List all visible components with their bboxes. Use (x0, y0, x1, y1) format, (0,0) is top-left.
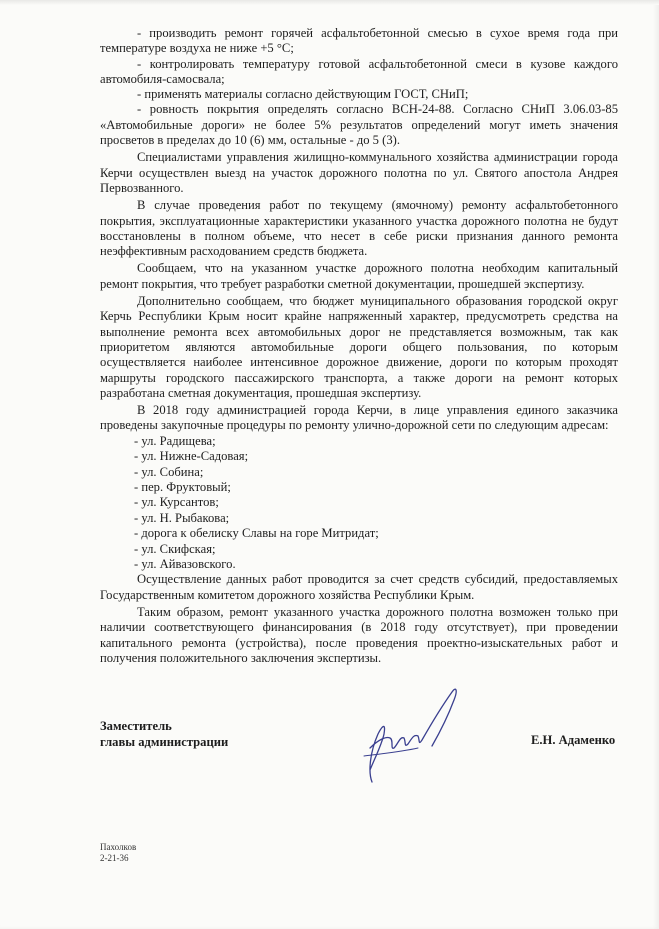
letter-body (100, 26, 618, 666)
paragraph-procurement: В 2018 году администрацией города Керчи, в лице управления единого заказчика проведены закупочные процедуры по ремонту улично-дорожной сети по следующим адресам: (100, 403, 618, 433)
address-item: - ул. Собина; (134, 464, 204, 479)
executor-note (100, 842, 136, 864)
address-item: - ул. Скифская; (134, 541, 216, 556)
address-item: - ул. Радищева; (134, 433, 216, 448)
paragraph-inspection: Специалистами управления жилищно-коммунального хозяйства администрации города Керчи осуществлен выезд на участок дорожного полотна по ул. Святого апостола Андрея Первозванного. (100, 150, 618, 195)
paragraph-risk: В случае проведения работ по текущему (ямочному) ремонту асфальтобетонного покрытия, эксплуатационные характеристики указанного участка дорожного полотна не будут восстановлены в полном объеме, что несет в себе риски признания данного ремонта неэффективным расходованием средств бюджета. (100, 198, 618, 259)
scan-edge (0, 0, 659, 5)
signatory-title (100, 718, 228, 750)
signatory-name: Е.Н. Адаменко (531, 733, 616, 747)
executor-name: Пахолков (100, 842, 137, 852)
address-item: - ул. Айвазовского. (134, 556, 236, 571)
address-list (134, 434, 618, 573)
paragraph-conclusion: Таким образом, ремонт указанного участка дорожного полотна возможен только при наличии соответствующего финансирования (в 2018 году отсутствует), при проведении капитального ремонта (устройства), после проведения проектно-изыскательных работ и получения положительного заключения экспертизы. (100, 604, 618, 665)
address-item: - пер. Фруктовый; (134, 479, 231, 494)
executor-phone: 2-21-36 (100, 853, 129, 863)
address-item: - ул. Курсантов; (134, 495, 219, 510)
paragraph-budget: Дополнительно сообщаем, что бюджет муниципального образования городской округ Керчь Республики Крым носит крайне напряженный характер, предусмотреть средства на выполнение ремонта всех автомобильных дорог не представляется возможным, так как приоритетом являются автомобильные дороги общего пользования, по которым осуществляется наиболее интенсивное дорожное движение, дороги по которым проходят маршруты городского пассажирского транспорта, а также дороги на ремонт которых разработана сметная документация, прошедшая экспертизу. (100, 294, 618, 400)
requirement-item: - производить ремонт горячей асфальтобетонной смесью в сухое время года при температуре воздуха не ниже +5 °С; (100, 26, 618, 56)
paragraph-capital-repair: Сообщаем, что на указанном участке дорожного полотна необходим капитальный ремонт покрытия, что требует разработки сметной документации, прошедшей экспертизу. (100, 261, 618, 291)
signatory-title-line: главы администрации (100, 735, 229, 749)
address-item: - ул. Нижне-Садовая; (134, 449, 249, 464)
handwritten-signature (360, 682, 475, 790)
requirement-item: - ровность покрытия определять согласно ВСН-24-88. Согласно СНиП 3.06.03-85 «Автомобильные дороги» не более 5% результатов определений могут иметь значения просветов в пределах до 10 (6) мм, остальные - до 5 (3). (100, 102, 618, 148)
requirement-item: - контролировать температуру готовой асфальтобетонной смеси в кузове каждого автомобиля-самосвала; (100, 56, 618, 86)
paragraph-subsidy: Осуществление данных работ проводится за счет средств субсидий, предоставляемых Государственным комитетом дорожного хозяйства Республики Крым. (100, 572, 618, 602)
requirement-item: - применять материалы согласно действующим ГОСТ, СНиП; (137, 87, 469, 102)
address-item: - ул. Н. Рыбакова; (134, 510, 230, 525)
signatory-title-line: Заместитель (100, 719, 172, 733)
address-item: - дорога к обелиску Славы на горе Митридат; (134, 526, 379, 541)
